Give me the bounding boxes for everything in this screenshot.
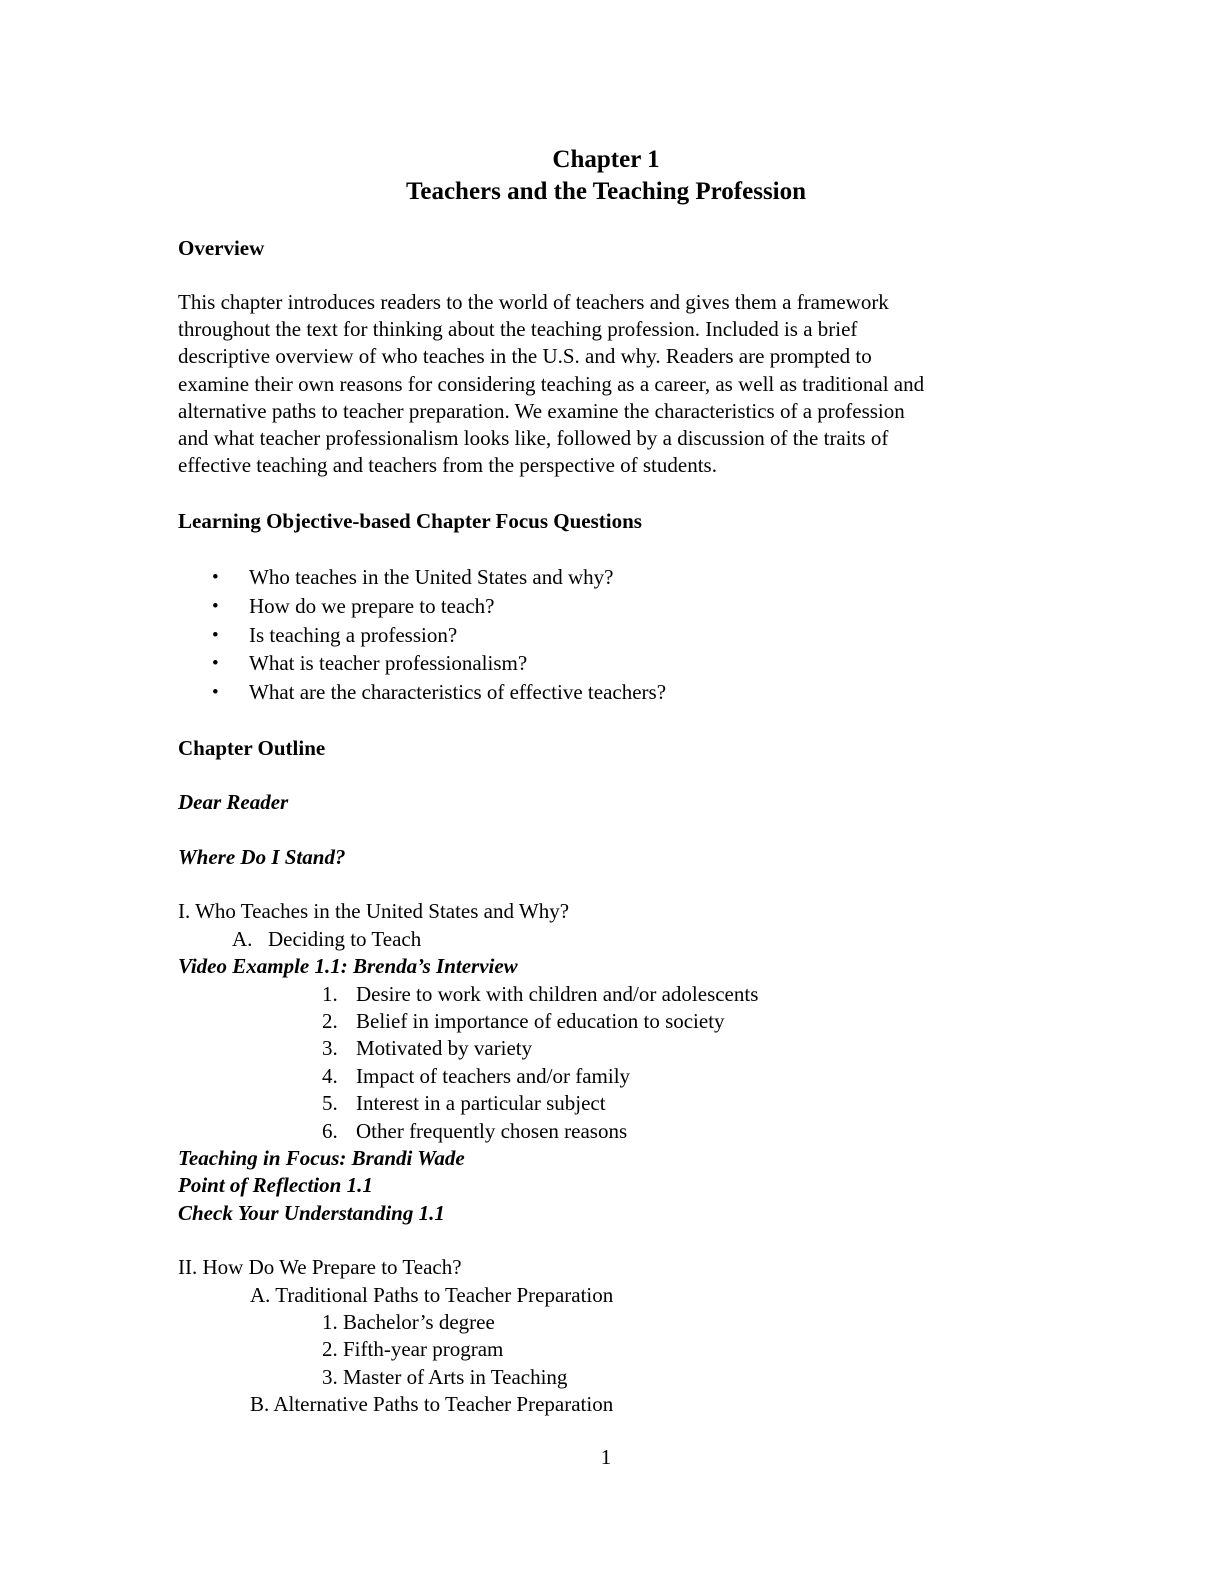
path-item: 1. Bachelor’s degree [322, 1310, 495, 1334]
dear-reader-label: Dear Reader [178, 790, 289, 814]
reason-number: 5. [322, 1091, 338, 1115]
list-item: • What is teacher professionalism? [212, 650, 666, 679]
reason-text: Desire to work with children and/or adolescents [356, 982, 759, 1006]
reason-number: 2. [322, 1009, 338, 1033]
section-2-sub-b: B. Alternative Paths to Teacher Preparation [250, 1392, 614, 1416]
overview-line: examine their own reasons for considering teaching as a career, as well as traditional and [178, 371, 925, 396]
reason-number: 1. [322, 982, 338, 1006]
reason-number: 4. [322, 1064, 338, 1088]
overview-line: and what teacher professionalism looks like, followed by a discussion of the traits of [178, 425, 889, 450]
overview-line: throughout the text for thinking about the teaching profession. Included is a brief [178, 317, 858, 342]
overview-line: This chapter introduces readers to the world of teachers and gives them a framework [178, 290, 889, 314]
reason-text: Impact of teachers and/or family [356, 1064, 631, 1088]
point-of-reflection-label: Point of Reflection 1.1 [178, 1173, 373, 1197]
section-2-title: II. How Do We Prepare to Teach? [178, 1255, 462, 1279]
reason-text: Interest in a particular subject [356, 1091, 606, 1115]
chapter-outline-heading: Chapter Outline [178, 736, 326, 760]
overview-paragraph [178, 289, 1038, 479]
bullet-icon: • [212, 624, 219, 646]
list-item: • Who teaches in the United States and why? [212, 564, 666, 593]
list-item: • How do we prepare to teach? [212, 593, 666, 622]
video-example-label: Video Example 1.1: Brenda’s Interview [178, 954, 518, 978]
check-understanding-label: Check Your Understanding 1.1 [178, 1201, 445, 1225]
bullet-icon: • [212, 595, 219, 617]
focus-questions-heading: Learning Objective-based Chapter Focus Questions [178, 509, 642, 533]
overview-line: effective teaching and teachers from the perspective of students. [178, 453, 717, 478]
path-item: 2. Fifth-year program [322, 1337, 504, 1361]
focus-questions-list [212, 564, 666, 708]
list-item: • What are the characteristics of effective teachers? [212, 679, 666, 708]
overview-heading: Overview [178, 236, 265, 260]
where-do-i-stand-label: Where Do I Stand? [178, 845, 346, 869]
section-1-sub-a-marker: A. [232, 927, 253, 951]
overview-line: alternative paths to teacher preparation. We examine the characteristics of a profession [178, 398, 905, 423]
section-1-sub-a: Deciding to Teach [268, 927, 422, 951]
bullet-icon: • [212, 567, 219, 588]
reason-text: Motivated by variety [356, 1036, 533, 1060]
section-2-sub-a: A. Traditional Paths to Teacher Preparation [250, 1283, 614, 1307]
bullet-icon: • [212, 682, 219, 704]
reason-text: Other frequently chosen reasons [356, 1119, 628, 1143]
reason-number: 3. [322, 1036, 338, 1060]
overview-line: descriptive overview of who teaches in the U.S. and why. Readers are prompted to [178, 344, 872, 369]
path-item: 3. Master of Arts in Teaching [322, 1365, 568, 1389]
page-number: 1 [600, 1445, 612, 1469]
bullet-icon: • [212, 653, 219, 675]
reason-number: 6. [322, 1119, 338, 1143]
teaching-in-focus-label: Teaching in Focus: Brandi Wade [178, 1146, 465, 1170]
chapter-number: Chapter 1 [552, 146, 660, 173]
list-item: • Is teaching a profession? [212, 622, 666, 651]
reason-text: Belief in importance of education to society [356, 1009, 725, 1033]
section-1-title: I. Who Teaches in the United States and Why? [178, 899, 570, 923]
chapter-title: Teachers and the Teaching Profession [405, 178, 807, 205]
